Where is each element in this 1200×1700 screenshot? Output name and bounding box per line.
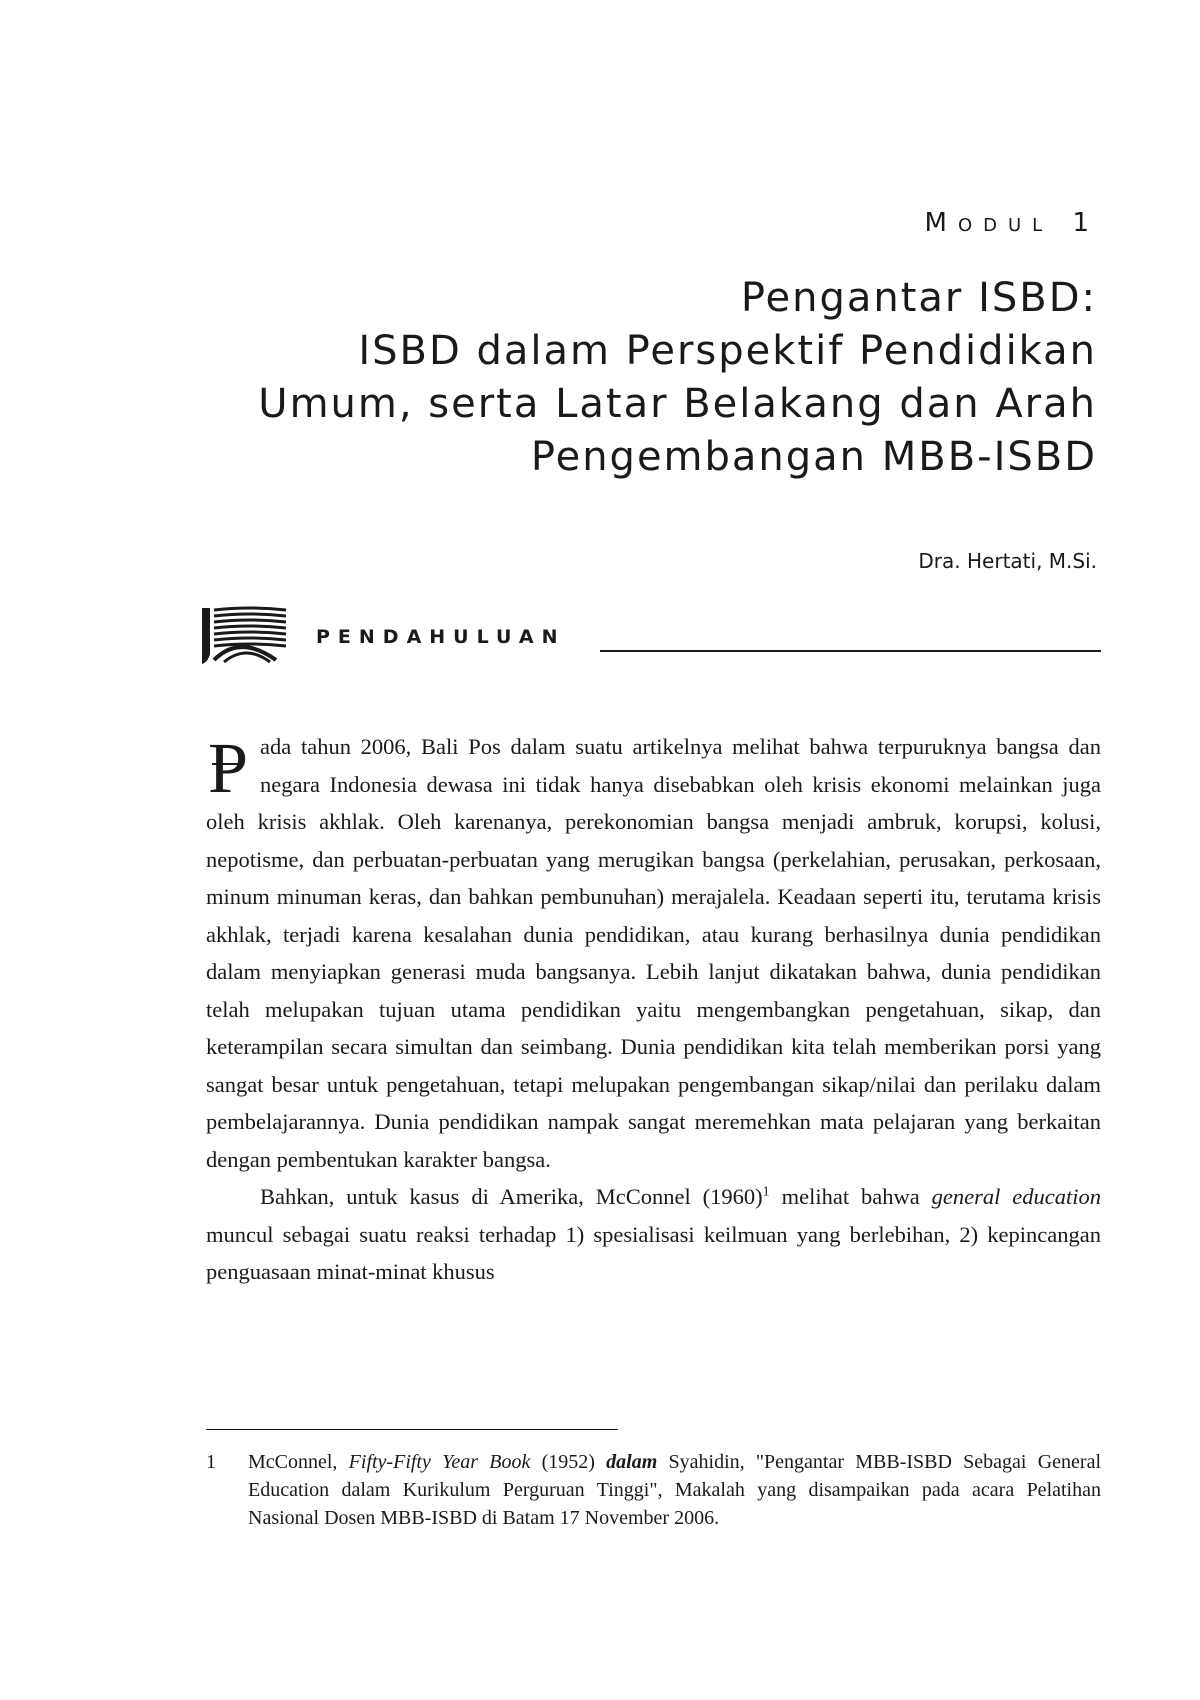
paragraph-1 xyxy=(206,728,1101,1178)
title-line-1: Pengantar ISBD: xyxy=(740,275,1097,321)
footnote-text-c: Syahidin, "Pengantar MBB-ISBD Sebagai General Education dalam Kurikulum Perguruan Tinggi", Makalah yang disampaikan pada acara Pelatihan Nasional Dosen MBB-ISBD di Batam 17 November 2006. xyxy=(248,1451,1102,1529)
paragraph-2-text-a: Bahkan, untuk kasus di Amerika, McConnel (1960) xyxy=(260,1184,763,1209)
footnote-number: 1 xyxy=(206,1451,216,1473)
section-divider xyxy=(600,650,1101,652)
footnote-ref: 1 xyxy=(762,1184,770,1200)
footnote-dalam: dalam xyxy=(606,1451,658,1473)
title-line-2: ISBD dalam Perspektif Pendidikan xyxy=(358,328,1097,374)
paragraph-2-text-c: muncul sebagai suatu reaksi terhadap 1) spesialisasi keilmuan yang berlebihan, 2) kepincangan penguasaan minat-minat khusus xyxy=(206,1221,1101,1284)
italic-term: general education xyxy=(931,1184,1101,1209)
footnote-book-title: Fifty-Fifty Year Book xyxy=(348,1451,531,1473)
footnote-divider xyxy=(206,1429,618,1430)
footnote-text-a: McConnel, xyxy=(248,1451,349,1473)
paragraph-2 xyxy=(206,1178,1101,1291)
module-label: Modul 1 xyxy=(924,208,1100,238)
page-title xyxy=(197,272,1097,484)
footnote-text xyxy=(248,1448,1101,1532)
drop-cap-letter: P xyxy=(207,734,249,802)
title-line-4: Pengembangan MBB-ISBD xyxy=(530,434,1097,480)
author-name: Dra. Hertati, M.Si. xyxy=(918,549,1097,573)
drop-cap-p xyxy=(202,734,254,802)
body-text xyxy=(206,728,1101,1291)
section-title: PENDAHULUAN xyxy=(316,626,566,648)
footnote-text-b: (1952) xyxy=(530,1451,607,1473)
book-pages-icon xyxy=(200,604,288,668)
paragraph-2-text-b: melihat bahwa xyxy=(769,1184,932,1209)
title-line-3: Umum, serta Latar Belakang dan Arah xyxy=(258,381,1097,427)
footnote xyxy=(206,1448,1101,1532)
paragraph-1-text: ada tahun 2006, Bali Pos dalam suatu artikelnya melihat bahwa terpuruknya bangsa dan negara Indonesia dewasa ini tidak hanya disebabkan oleh krisis ekonomi melainkan juga oleh krisis akhlak. Oleh karenanya, perekonomian bangsa menjadi ambruk, korupsi, kolusi, nepotisme, dan perbuatan-perbuatan yang merugikan bangsa (perkelahian, perusakan, perkosaan, minum minuman keras, dan bahkan pembunuhan) merajalela. Keadaan seperti itu, terutama krisis akhlak, terjadi karena kesalahan dunia pendidikan, atau kurang berhasilnya dunia pendidikan dalam menyiapkan generasi muda bangsanya. Lebih lanjut dikatakan bahwa, dunia pendidikan telah melupakan tujuan utama pendidikan yaitu mengembangkan pengetahuan, sikap, dan keterampilan secara simultan dan seimbang. Dunia pendidikan kita telah memberikan porsi yang sangat besar untuk pengetahuan, tetapi melupakan pengembangan sikap/nilai dan perilaku dalam pembelajarannya. Dunia pendidikan nampak sangat meremehkan mata pelajaran yang berkaitan dengan pembentukan karakter bangsa. xyxy=(206,734,1101,1172)
